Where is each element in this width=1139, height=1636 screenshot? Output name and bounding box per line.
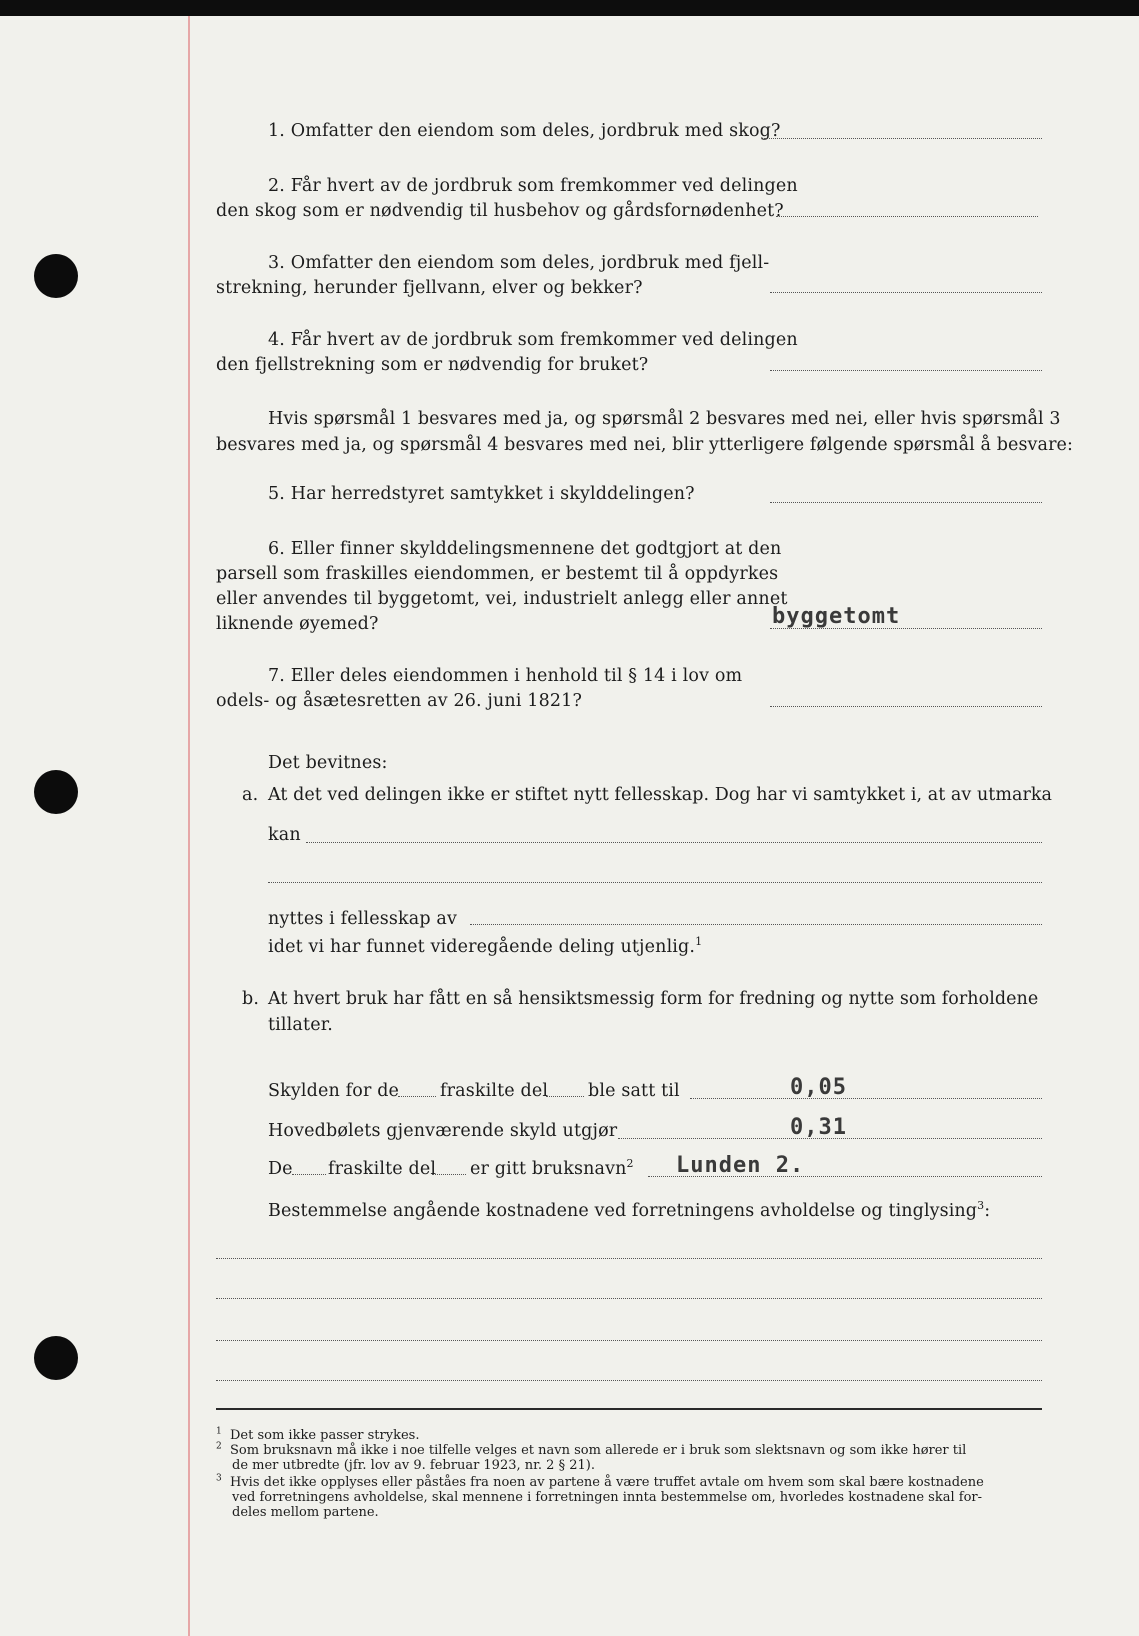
kostnader-label: Bestemmelse angående kostnadene ved forretningens avholdelse og tinglysing$^3$: xyxy=(268,1199,991,1221)
question-6: 6. Eller finner skylddelingsmennene det godtgjort at den xyxy=(268,539,782,559)
footnote-2-cont: de mer utbredte (jfr. lov av 9. februar 1923, nr. 2 § 21). xyxy=(232,1458,595,1473)
kostnader-line[interactable] xyxy=(216,1380,1042,1381)
footnote-3-cont: deles mellom partene. xyxy=(232,1505,379,1520)
answer-line-4[interactable] xyxy=(770,370,1042,371)
question-4-cont: den fjellstrekning som er nødvendig for bruket? xyxy=(216,355,649,375)
attest-nyttes-line[interactable] xyxy=(470,924,1042,925)
skyld-line-1c: ble satt til xyxy=(588,1081,680,1101)
answer-line-1[interactable] xyxy=(764,138,1042,139)
attest-kan: kan xyxy=(268,825,301,845)
footnote-3: $^3$ Hvis det ikke opplyses eller påståes fra noen av partene å være truffet avtale om hvem som skal bære kostnadene xyxy=(216,1473,984,1490)
question-6-cont: liknende øyemed? xyxy=(216,614,379,634)
answer-line-3[interactable] xyxy=(770,292,1042,293)
footnote-2: $^2$ Som bruksnavn må ikke i noe tilfelle velges et navn som allerede er i bruk som slektsnavn og som ikke hører til xyxy=(216,1441,967,1458)
kostnader-line[interactable] xyxy=(216,1340,1042,1341)
answer-line-7[interactable] xyxy=(770,706,1042,707)
question-2-cont: den skog som er nødvendig til husbehov og gårdsfornødenhet? xyxy=(216,201,784,221)
attest-heading: Det bevitnes: xyxy=(268,753,388,773)
footnote-3-cont: ved forretningens avholdelse, skal mennene i forretningen innta bestemmelse om, hvorledes kostnadene skal for- xyxy=(232,1490,983,1505)
punch-hole xyxy=(34,770,78,814)
question-3-cont: strekning, herunder fjellvann, elver og bekker? xyxy=(216,278,643,298)
attest-a-label: a. xyxy=(242,785,259,805)
answer-line-5[interactable] xyxy=(770,502,1042,503)
condition-line-1: Hvis spørsmål 1 besvares med ja, og spørsmål 2 besvares med nei, eller hvis spørsmål 3 xyxy=(268,409,1061,429)
skyld-value-2: 0,31 xyxy=(790,1115,847,1140)
punch-hole xyxy=(34,254,78,298)
attest-nyttes: nyttes i fellesskap av xyxy=(268,909,458,929)
margin-line xyxy=(188,16,190,1636)
skyld-value-1: 0,05 xyxy=(790,1075,847,1100)
question-5: 5. Har herredstyret samtykket i skylddelingen? xyxy=(268,484,695,504)
scan-top-edge xyxy=(0,0,1139,16)
skyld-value-line-1[interactable] xyxy=(690,1098,1042,1099)
skyld-line-1: Skylden for de xyxy=(268,1081,400,1101)
bruksnavn-value: Lunden 2. xyxy=(676,1153,805,1178)
attest-b-text-cont: tillater. xyxy=(268,1015,334,1035)
skyld-line-3c: er gitt bruksnavn$^2$ xyxy=(470,1157,634,1179)
question-6-cont: parsell som fraskilles eiendommen, er bestemt til å oppdyrkes xyxy=(216,564,779,584)
skyld-line-3b: fraskilte del xyxy=(328,1159,437,1179)
answer-6-typed: byggetomt xyxy=(772,604,901,629)
skyld-blank-de[interactable] xyxy=(398,1096,436,1097)
attest-kan-line[interactable] xyxy=(306,842,1042,843)
question-4: 4. Får hvert av de jordbruk som fremkommer ved delingen xyxy=(268,330,798,350)
question-1: 1. Omfatter den eiendom som deles, jordbruk med skog? xyxy=(268,121,781,141)
footnote-1: $^1$ Det som ikke passer strykes. xyxy=(216,1426,420,1443)
attest-idet: idet vi har funnet videregående deling utjenlig.$^1$ xyxy=(268,935,703,957)
skyld-line-1b: fraskilte del xyxy=(440,1081,549,1101)
attest-blank-line[interactable] xyxy=(268,882,1042,883)
question-7: 7. Eller deles eiendommen i henhold til § 14 i lov om xyxy=(268,666,743,686)
answer-line-2[interactable] xyxy=(776,216,1038,217)
question-3: 3. Omfatter den eiendom som deles, jordbruk med fjell- xyxy=(268,253,770,273)
skyld-line-3: De xyxy=(268,1159,293,1179)
punch-hole xyxy=(34,1336,78,1380)
condition-line-2: besvares med ja, og spørsmål 4 besvares med nei, blir ytterligere følgende spørsmål å besvare: xyxy=(216,435,1073,455)
attest-b-text: At hvert bruk har fått en så hensiktsmessig form for fredning og nytte som forholdene xyxy=(268,989,1039,1009)
attest-b-label: b. xyxy=(242,989,260,1009)
kostnader-line[interactable] xyxy=(216,1298,1042,1299)
attest-a-text: At det ved delingen ikke er stiftet nytt fellesskap. Dog har vi samtykket i, at av utmarka xyxy=(268,785,1053,805)
skyld-blank-de-2[interactable] xyxy=(292,1174,326,1175)
skyld-line-2: Hovedbølets gjenværende skyld utgjør xyxy=(268,1121,618,1141)
skyld-blank-del[interactable] xyxy=(546,1096,584,1097)
kostnader-line[interactable] xyxy=(216,1258,1042,1259)
question-2: 2. Får hvert av de jordbruk som fremkommer ved delingen xyxy=(268,176,798,196)
footnote-rule xyxy=(216,1408,1042,1410)
question-7-cont: odels- og åsætesretten av 26. juni 1821? xyxy=(216,691,582,711)
skyld-blank-del-2[interactable] xyxy=(432,1174,466,1175)
question-6-cont: eller anvendes til byggetomt, vei, industrielt anlegg eller annet xyxy=(216,589,788,609)
